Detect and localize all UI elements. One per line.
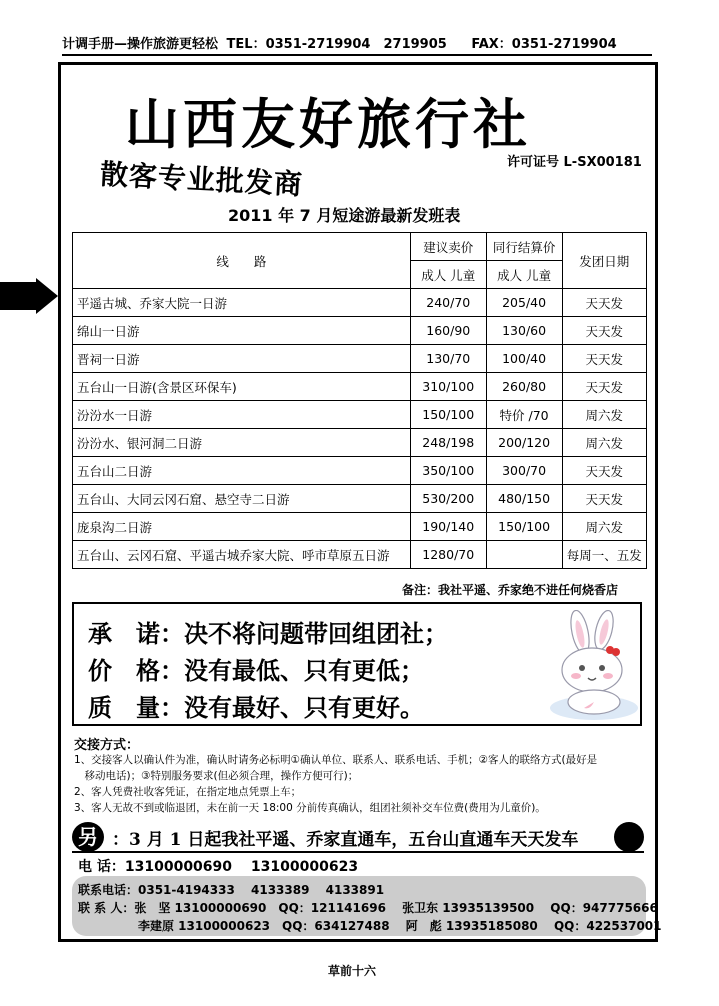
route-cell: 汾汾水、银河洞二日游 <box>73 429 411 457</box>
route-cell: 五台山一日游(含景区环保车) <box>73 373 411 401</box>
table-row <box>73 513 647 541</box>
table-row <box>73 345 647 373</box>
contact-person-row: 李建原 13100000623 QQ：634127488 阿 彪 13935185080 QQ：422537001 <box>78 919 662 933</box>
suggested-price-cell: 240/70 <box>410 289 486 317</box>
peer-price-cell: 260/80 <box>486 373 562 401</box>
route-cell: 晋祠一日游 <box>73 345 411 373</box>
departure-cell: 周六发 <box>562 429 646 457</box>
peer-price-cell: 300/70 <box>486 457 562 485</box>
header-peer-price: 同行结算价 <box>486 233 562 261</box>
table-row <box>73 317 647 345</box>
header-line <box>62 33 652 56</box>
price-line: 价 格：没有最低、只有更低； <box>88 656 424 685</box>
pointer-arrow-icon <box>0 282 36 310</box>
suggested-price-cell: 190/140 <box>410 513 486 541</box>
handover-item: 1、交接客人以确认件为准，确认时请务必标明①确认单位、联系人、联系电话、手机；②客人的联络方式(最好是 <box>74 754 598 766</box>
departure-cell: 周六发 <box>562 401 646 429</box>
header-suggested-price: 建议卖价 <box>410 233 486 261</box>
peer-price-cell: 480/150 <box>486 485 562 513</box>
schedule-title: 2011 年 7 月短途游最新发班表 <box>228 206 461 225</box>
quality-line: 质 量：没有最好、只有更好。 <box>88 693 424 722</box>
page-label: 草前十六 <box>328 964 377 978</box>
peer-price-cell: 205/40 <box>486 289 562 317</box>
route-cell: 五台山二日游 <box>73 457 411 485</box>
route-cell: 汾汾水一日游 <box>73 401 411 429</box>
contact-person-row: 联 系 人：张 坚 13100000690 QQ：121141696 张卫东 13935139500 QQ：947775666 <box>78 901 658 915</box>
suggested-price-cell: 350/100 <box>410 457 486 485</box>
route-cell: 庞泉沟二日游 <box>73 513 411 541</box>
license-number: 许可证号 L-SX00181 <box>507 155 642 170</box>
schedule-note: 备注：我社平遥、乔家绝不进任何烧香店 <box>402 583 619 597</box>
promise-line: 承 诺：决不将问题带回组团社； <box>88 619 448 648</box>
contact-phone-row: 联系电话：0351-4194333 4133389 4133891 <box>78 883 385 897</box>
route-cell: 五台山、云冈石窟、平遥古城乔家大院、呼市草原五日游 <box>73 541 411 569</box>
schedule-table <box>72 232 647 569</box>
table-row <box>73 457 647 485</box>
another-notice <box>72 822 644 852</box>
suggested-price-cell: 1280/70 <box>410 541 486 569</box>
phone-numbers: 电 话：13100000690 13100000623 <box>78 859 359 875</box>
peer-price-cell: 100/40 <box>486 345 562 373</box>
departure-cell: 周六发 <box>562 513 646 541</box>
handover-item: 移动电话)；③特别服务要求(但必须合理，操作方便可行)； <box>74 770 359 782</box>
departure-cell: 天天发 <box>562 457 646 485</box>
route-cell: 平遥古城、乔家大院一日游 <box>73 289 411 317</box>
departure-cell: 天天发 <box>562 485 646 513</box>
bunny-mascot-icon <box>544 610 640 722</box>
departure-cell: 天天发 <box>562 373 646 401</box>
another-text: ：3 月 1 日起我社平遥、乔家直通车，五台山直通车天天发车 <box>112 830 579 850</box>
table-row <box>73 401 647 429</box>
another-badge: 另 <box>72 822 104 852</box>
peer-price-cell <box>486 541 562 569</box>
peer-price-cell: 特价 /70 <box>486 401 562 429</box>
header-fax: FAX：0351-2719904 <box>471 37 617 52</box>
handover-title: 交接方式： <box>74 738 140 753</box>
table-row <box>73 289 647 317</box>
departure-cell: 天天发 <box>562 289 646 317</box>
handover-item: 3、客人无故不到或临退团，未在前一天 18:00 分前传真确认，组团社须补交车位费(费用为儿童价)。 <box>74 802 546 814</box>
peer-price-cell: 130/60 <box>486 317 562 345</box>
departure-cell: 每周一、五发 <box>562 541 646 569</box>
header-adult-child: 成人 儿童 <box>486 261 562 289</box>
departure-cell: 天天发 <box>562 345 646 373</box>
header-adult-child: 成人 儿童 <box>410 261 486 289</box>
table-row <box>73 541 647 569</box>
header-departure: 发团日期 <box>562 233 646 289</box>
suggested-price-cell: 248/198 <box>410 429 486 457</box>
company-name: 山西友好旅行社 <box>125 92 531 156</box>
peer-price-cell: 150/100 <box>486 513 562 541</box>
peer-price-cell: 200/120 <box>486 429 562 457</box>
table-row <box>73 429 647 457</box>
header-tel: TEL：0351-2719904 2719905 <box>226 37 447 52</box>
handover-item: 2、客人凭费社收客凭证，在指定地点凭票上车； <box>74 786 302 798</box>
header-route: 线 路 <box>73 233 411 289</box>
header-tagline: 计调手册—操作旅游更轻松 <box>62 37 219 52</box>
departure-cell: 天天发 <box>562 317 646 345</box>
contacts-panel <box>72 876 662 936</box>
suggested-price-cell: 310/100 <box>410 373 486 401</box>
company-slogan: 散客专业批发商 <box>99 157 304 202</box>
table-row <box>73 485 647 513</box>
suggested-price-cell: 530/200 <box>410 485 486 513</box>
promise-box <box>72 602 642 726</box>
table-row <box>73 373 647 401</box>
bullet-dot-icon <box>614 822 644 852</box>
divider <box>72 851 644 853</box>
route-cell: 五台山、大同云冈石窟、悬空寺二日游 <box>73 485 411 513</box>
suggested-price-cell: 150/100 <box>410 401 486 429</box>
route-cell: 绵山一日游 <box>73 317 411 345</box>
suggested-price-cell: 160/90 <box>410 317 486 345</box>
suggested-price-cell: 130/70 <box>410 345 486 373</box>
